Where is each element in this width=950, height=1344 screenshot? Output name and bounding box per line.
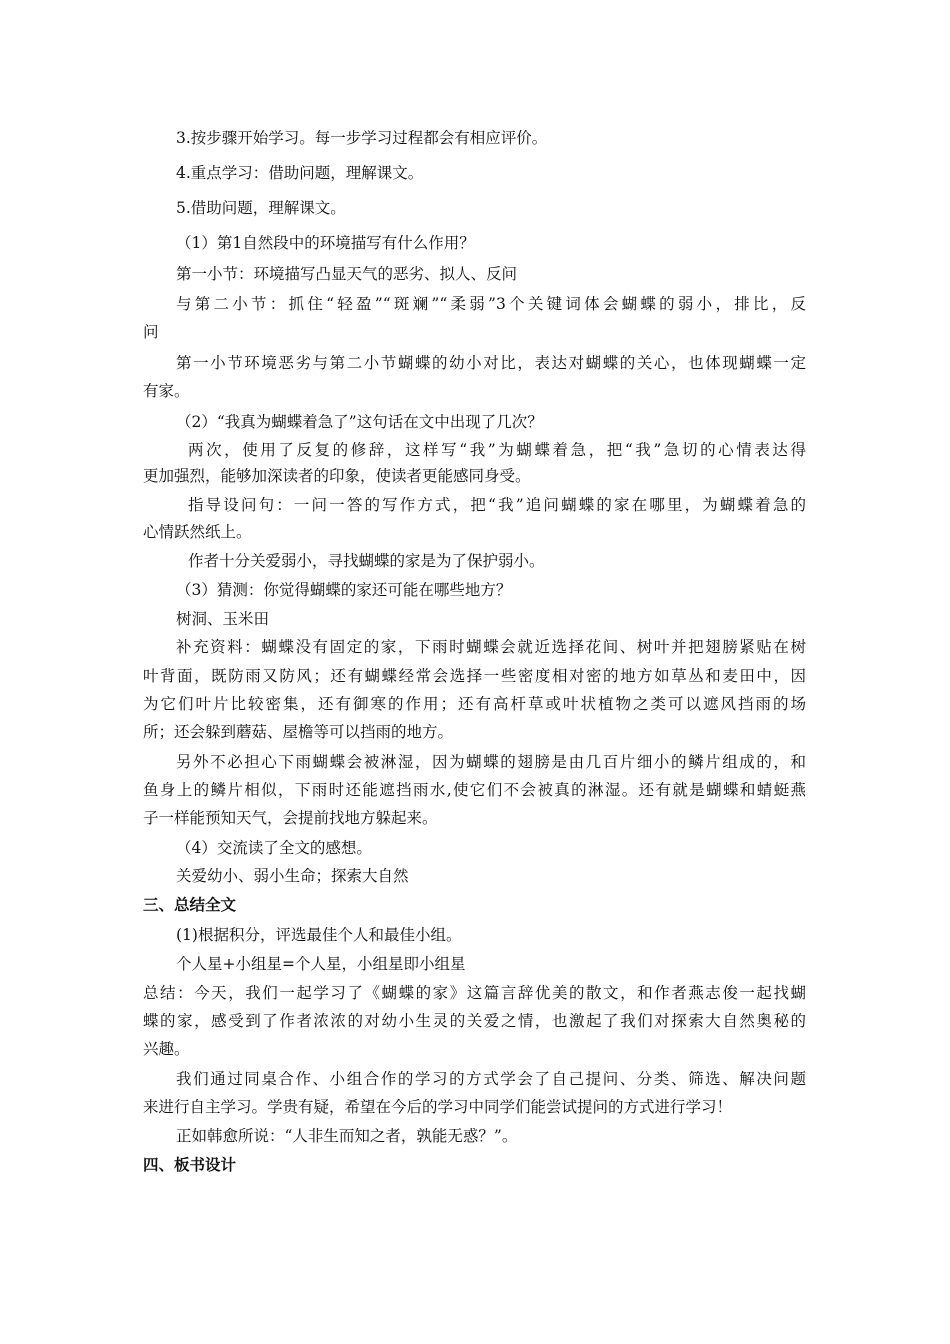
text-line: 心情跃然纸上。: [143, 523, 252, 541]
section-heading: 四、板书设计: [143, 1156, 237, 1174]
text-line: 子一样能预知天气，会提前找地方躲起来。: [143, 809, 438, 827]
text-line: 有家。: [143, 382, 190, 400]
text-line: 作者十分关爱弱小，寻找蝴蝶的家是为了保护弱小。: [188, 552, 545, 570]
step-5: 5.借助问题，理解课文。: [176, 199, 346, 217]
text-line: 指导设问句：一问一答的写作方式，把“我”追问蝴蝶的家在哪里，为蝴蝶着急的: [188, 496, 806, 514]
section-heading: 三、总结全文: [143, 896, 237, 914]
text-line: 为它们叶片比较密集，还有御寒的作用；还有高杆草或叶状植物之类可以遮风挡雨的场: [143, 695, 806, 713]
question-4: （4）交流读了全文的感想。: [176, 839, 372, 857]
text-line: 叶背面，既防雨又防风；还有蝴蝶经常会选择一些密度相对密的地方如草丛和麦田中，因: [143, 667, 806, 685]
text-line: 补充资料：蝴蝶没有固定的家，下雨时蝴蝶会就近选择花间、树叶并把翅膀紧贴在树: [176, 638, 806, 656]
question-3: （3）猜测：你觉得蝴蝶的家还可能在哪些地方？: [176, 581, 512, 599]
text-line: 另外不必担心下雨蝴蝶会被淋湿，因为蝴蝶的翅膀是由几百片细小的鳞片组成的，和: [176, 753, 806, 771]
text-line: 与第二小节：抓住“轻盈”“斑斓”“柔弱”3个关键词体会蝴蝶的弱小，排比，反: [176, 295, 806, 313]
text-line: 兴趣。: [143, 1040, 190, 1058]
text-line: 树洞、玉米田: [176, 610, 270, 628]
text-line: 第一小节环境恶劣与第二小节蝴蝶的幼小对比，表达对蝴蝶的关心，也体现蝴蝶一定: [176, 354, 806, 372]
text-line: 正如韩愈所说：“人非生而知之者，孰能无惑？”。: [176, 1127, 518, 1145]
text-line: 蝶的家，感受到了作者浓浓的对幼小生灵的关爱之情，也激起了我们对探索大自然奥秘的: [143, 1012, 806, 1030]
step-4: 4.重点学习：借助问题，理解课文。: [176, 164, 424, 182]
text-line: 第一小节：环境描写凸显天气的恶劣、拟人、反问: [176, 265, 518, 283]
text-line: 个人星+小组星=个人星，小组星即小组星: [176, 955, 466, 973]
step-3: 3.按步骤开始学习。每一步学习过程都会有相应评价。: [176, 129, 548, 147]
text-line: 更加强烈，能够加深读者的印象，使读者更能感同身受。: [143, 467, 531, 485]
question-2: （2）“我真为蝴蝶着急了”这句话在文中出现了几次？: [176, 413, 543, 431]
text-line: 总结：今天，我们一起学习了《蝴蝶的家》这篇言辞优美的散文，和作者燕志俊一起找蝴: [143, 984, 806, 1002]
text-line: 问: [143, 323, 159, 341]
text-line: 两次，使用了反复的修辞，这样写“我”为蝴蝶着急，把“我”急切的心情表达得: [188, 441, 806, 459]
text-line: 我们通过同桌合作、小组合作的学习的方式学会了自己提问、分类、筛选、解决问题: [176, 1070, 806, 1088]
question-1: （1）第1自然段中的环境描写有什么作用？: [176, 234, 475, 252]
text-line: 来进行自主学习。学贵有疑，希望在今后的学习中同学们能尝试提问的方式进行学习！: [143, 1098, 733, 1116]
text-line: (1)根据积分，评选最佳个人和最佳小组。: [176, 926, 462, 944]
text-line: 鱼身上的鳞片相似，下雨时还能遮挡雨水,使它们不会被真的淋湿。还有就是蝴蝶和蜻蜓燕: [143, 781, 806, 799]
text-line: 所；还会躲到蘑菇、屋檐等可以挡雨的地方。: [143, 723, 454, 741]
text-line: 关爱幼小、弱小生命；探索大自然: [176, 867, 409, 885]
